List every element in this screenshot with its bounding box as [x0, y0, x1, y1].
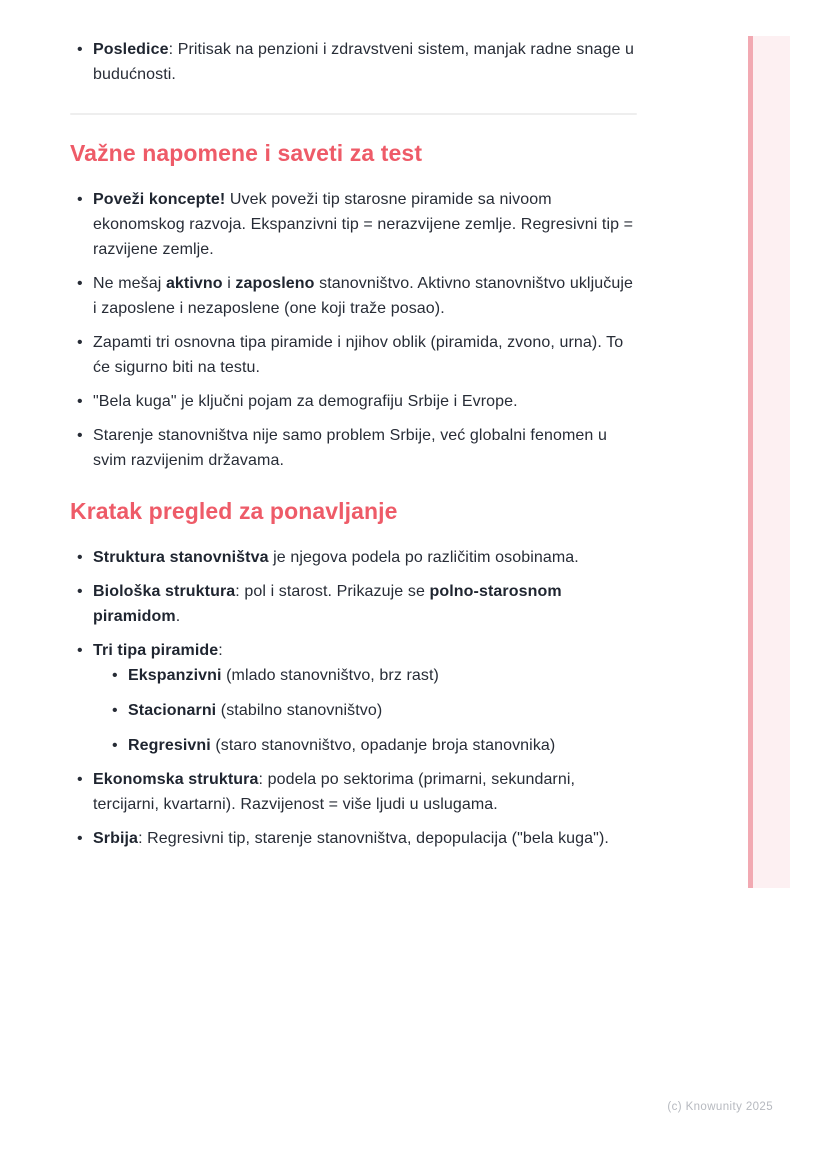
list-item	[70, 423, 637, 473]
list-item	[70, 389, 637, 414]
text-segment: Uvek poveži tip starosne piramide sa nivoom ekonomskog razvoja. Ekspanzivni tip = nerazvijene zemlje. Regresivni tip = razvijene zemlje.	[93, 191, 634, 258]
bold-text-segment: Regresivni	[128, 737, 211, 754]
bold-text-segment: Struktura stanovništva	[93, 549, 269, 566]
bold-text-segment: Biološka struktura	[93, 583, 236, 600]
text-segment: : pol i starost. Prikazuje se	[235, 583, 430, 600]
document-content	[70, 0, 637, 860]
text-segment: Starenje stanovništva nije samo problem Srbije, već globalni fenomen u svim razvijenim državama.	[93, 427, 607, 469]
text-segment: i	[222, 275, 236, 292]
bold-text-segment: Ekonomska struktura	[93, 771, 259, 788]
bold-text-segment: Srbija	[93, 830, 139, 847]
text-segment: :	[218, 642, 223, 659]
list-item	[70, 37, 637, 87]
bold-text-segment: polno-starosnom piramidom	[93, 583, 562, 625]
text-segment: (staro stanovništvo, opadanje broja stanovnika)	[210, 737, 556, 754]
bullet-list-test-tips	[70, 187, 637, 473]
bold-text-segment: Poveži koncepte!	[93, 191, 226, 208]
text-segment: Ne mešaj	[93, 275, 166, 292]
list-item	[70, 767, 637, 817]
list-item	[70, 545, 637, 570]
bold-text-segment: Stacionarni	[128, 702, 217, 719]
section-divider	[70, 113, 637, 115]
sub-list-item	[105, 663, 637, 688]
bold-text-segment: Posledice	[93, 41, 169, 58]
page-margin-highlight-bar	[748, 36, 790, 888]
bold-text-segment: Tri tipa piramide	[93, 642, 219, 659]
text-segment: : podela po sektorima (primarni, sekundarni, tercijarni, kvartarni). Razvijenost = više ljudi u uslugama.	[93, 771, 576, 813]
section-title: Važne napomene i saveti za test	[70, 140, 423, 166]
bold-text-segment: Ekspanzivni	[128, 667, 222, 684]
text-segment: (stabilno stanovništvo)	[216, 702, 383, 719]
page-margin-highlight-edge	[748, 36, 753, 888]
list-item	[70, 330, 637, 380]
nested-bullet-list	[105, 663, 637, 758]
text-segment: Zapamti tri osnovna tipa piramide i njihov oblik (piramida, zvono, urna). To će sigurno biti na testu.	[93, 334, 624, 376]
section-title: Kratak pregled za ponavljanje	[70, 498, 398, 524]
text-segment: je njegova podela po različitim osobinama.	[268, 549, 579, 566]
list-item	[70, 187, 637, 262]
sub-list-item	[105, 733, 637, 758]
text-segment: stanovništvo. Aktivno stanovništvo uključuje i zaposlene i nezaposlene (one koji traže posao).	[93, 275, 633, 317]
text-segment: : Regresivni tip, starenje stanovništva, depopulacija ("bela kuga").	[138, 830, 609, 847]
bold-text-segment: zaposleno	[235, 275, 315, 292]
bold-text-segment: aktivno	[165, 275, 223, 292]
footer-credit: (c) Knowunity 2025	[667, 1101, 773, 1113]
text-segment: (mlado stanovništvo, brz rast)	[221, 667, 439, 684]
text-segment: "Bela kuga" je ključni pojam za demografiju Srbije i Evrope.	[93, 393, 518, 410]
list-item	[70, 638, 637, 758]
list-item	[70, 826, 637, 851]
text-segment: .	[175, 608, 181, 625]
text-segment: : Pritisak na penzioni i zdravstveni sistem, manjak radne snage u budućnosti.	[93, 41, 634, 83]
list-item	[70, 579, 637, 629]
bullet-list-summary	[70, 545, 637, 851]
list-item	[70, 271, 637, 321]
sub-list-item	[105, 698, 637, 723]
intro-bullet-list	[70, 37, 637, 87]
